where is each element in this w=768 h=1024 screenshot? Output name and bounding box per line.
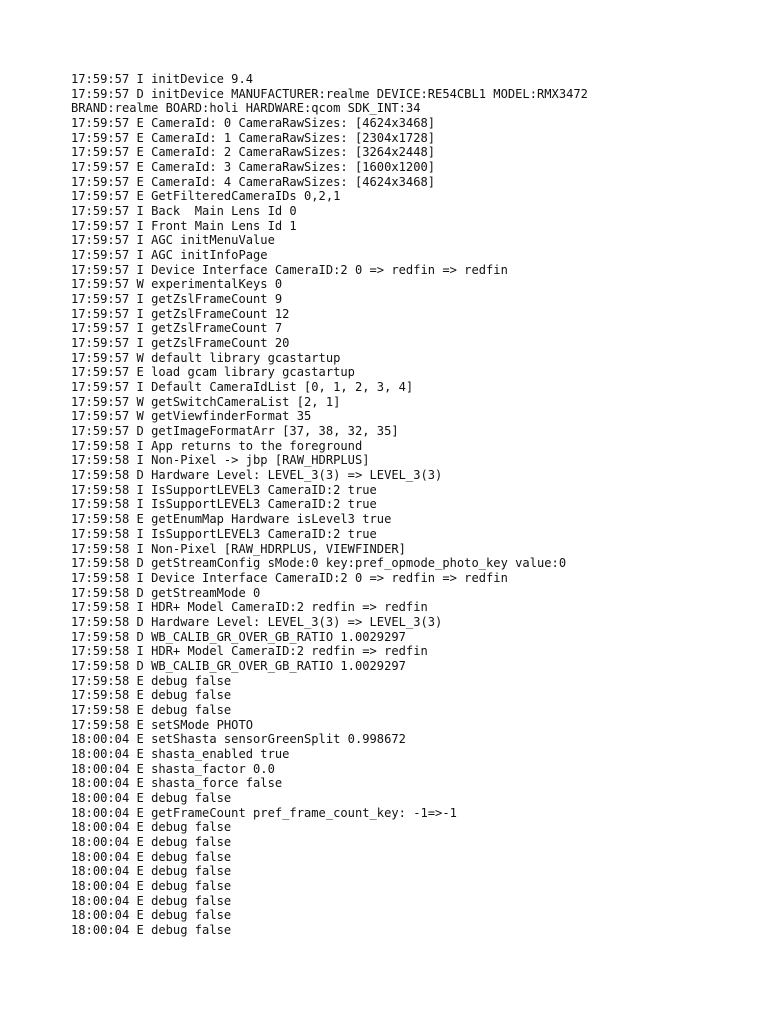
log-document xyxy=(71,72,751,938)
log-line: 17:59:57 W default library gcastartup xyxy=(71,350,341,365)
log-line: 17:59:57 E CameraId: 2 CameraRawSizes: [3264x2448] xyxy=(71,145,436,160)
log-line: 17:59:57 I Front Main Lens Id 1 xyxy=(71,218,297,233)
log-line: 17:59:58 I App returns to the foreground xyxy=(71,438,363,453)
log-line: 17:59:58 E getEnumMap Hardware isLevel3 true xyxy=(71,512,392,527)
log-line: 18:00:04 E debug false xyxy=(71,878,232,893)
log-line: 17:59:57 D initDevice MANUFACTURER:realme DEVICE:RE54CBL1 MODEL:RMX3472 xyxy=(71,86,588,101)
log-line: 17:59:58 D WB_CALIB_GR_OVER_GB_RATIO 1.0029297 xyxy=(71,658,406,673)
log-line: 17:59:58 E debug false xyxy=(71,688,232,703)
log-line: 17:59:58 I IsSupportLEVEL3 CameraID:2 true xyxy=(71,497,377,512)
log-line: 18:00:04 E debug false xyxy=(71,849,232,864)
log-line: 18:00:04 E setShasta sensorGreenSplit 0.998672 xyxy=(71,732,406,747)
log-line: 17:59:58 D Hardware Level: LEVEL_3(3) => LEVEL_3(3) xyxy=(71,468,443,483)
log-line: 17:59:57 I getZslFrameCount 9 xyxy=(71,292,283,307)
log-line: 17:59:57 E load gcam library gcastartup xyxy=(71,365,355,380)
log-line: 17:59:57 E GetFilteredCameraIDs 0,2,1 xyxy=(71,189,341,204)
log-line: 17:59:57 I Device Interface CameraID:2 0 => redfin => redfin xyxy=(71,262,508,277)
log-line: 17:59:58 E debug false xyxy=(71,673,232,688)
log-line: 18:00:04 E debug false xyxy=(71,922,232,937)
log-line: 17:59:58 D WB_CALIB_GR_OVER_GB_RATIO 1.0029297 xyxy=(71,629,406,644)
log-line: 18:00:04 E debug false xyxy=(71,820,232,835)
log-line: 17:59:57 E CameraId: 1 CameraRawSizes: [2304x1728] xyxy=(71,130,436,145)
log-line: 18:00:04 E shasta_enabled true xyxy=(71,746,290,761)
log-line: 17:59:58 D getStreamMode 0 xyxy=(71,585,261,600)
log-line: 17:59:58 D Hardware Level: LEVEL_3(3) => LEVEL_3(3) xyxy=(71,614,443,629)
log-line: 17:59:58 I Device Interface CameraID:2 0 => redfin => redfin xyxy=(71,570,508,585)
log-line: 17:59:58 E setSMode PHOTO xyxy=(71,717,254,732)
log-line: 18:00:04 E shasta_factor 0.0 xyxy=(71,761,275,776)
log-line: 18:00:04 E shasta_force false xyxy=(71,776,283,791)
log-line: 17:59:57 I Default CameraIdList [0, 1, 2, 3, 4] xyxy=(71,380,414,395)
log-line: 17:59:57 I initDevice 9.4 xyxy=(71,72,254,86)
log-line: 18:00:04 E debug false xyxy=(71,790,232,805)
log-line: 17:59:57 I AGC initMenuValue xyxy=(71,233,275,248)
log-line: 17:59:57 D getImageFormatArr [37, 38, 32, 35] xyxy=(71,424,399,439)
log-line: 18:00:04 E getFrameCount pref_frame_count_key: -1=>-1 xyxy=(71,805,457,820)
log-line: BRAND:realme BOARD:holi HARDWARE:qcom SDK_INT:34 xyxy=(71,101,421,116)
log-line: 17:59:57 I getZslFrameCount 20 xyxy=(71,336,290,351)
log-line: 18:00:04 E debug false xyxy=(71,864,232,879)
log-line: 17:59:57 I getZslFrameCount 7 xyxy=(71,321,283,336)
log-line: 17:59:57 I Back Main Lens Id 0 xyxy=(71,204,297,219)
log-line: 18:00:04 E debug false xyxy=(71,893,232,908)
log-line: 17:59:58 E debug false xyxy=(71,702,232,717)
log-line: 17:59:58 I IsSupportLEVEL3 CameraID:2 true xyxy=(71,526,377,541)
log-line: 17:59:57 E CameraId: 4 CameraRawSizes: [4624x3468] xyxy=(71,174,436,189)
log-line: 17:59:57 W experimentalKeys 0 xyxy=(71,277,283,292)
log-line: 17:59:57 I AGC initInfoPage xyxy=(71,248,268,263)
log-line: 17:59:58 I IsSupportLEVEL3 CameraID:2 true xyxy=(71,482,377,497)
log-line: 17:59:57 W getViewfinderFormat 35 xyxy=(71,409,312,424)
log-line: 17:59:57 E CameraId: 3 CameraRawSizes: [1600x1200] xyxy=(71,160,436,175)
log-line: 17:59:58 I HDR+ Model CameraID:2 redfin => redfin xyxy=(71,600,428,615)
log-line: 17:59:58 I Non-Pixel [RAW_HDRPLUS, VIEWFINDER] xyxy=(71,541,406,556)
log-line: 18:00:04 E debug false xyxy=(71,834,232,849)
log-line: 17:59:57 W getSwitchCameraList [2, 1] xyxy=(71,394,341,409)
log-line: 18:00:04 E debug false xyxy=(71,908,232,923)
log-line: 17:59:57 E CameraId: 0 CameraRawSizes: [4624x3468] xyxy=(71,116,436,131)
log-line: 17:59:57 I getZslFrameCount 12 xyxy=(71,306,290,321)
log-line: 17:59:58 D getStreamConfig sMode:0 key:pref_opmode_photo_key value:0 xyxy=(71,556,567,571)
log-line: 17:59:58 I Non-Pixel -> jbp [RAW_HDRPLUS] xyxy=(71,453,370,468)
log-line: 17:59:58 I HDR+ Model CameraID:2 redfin => redfin xyxy=(71,644,428,659)
